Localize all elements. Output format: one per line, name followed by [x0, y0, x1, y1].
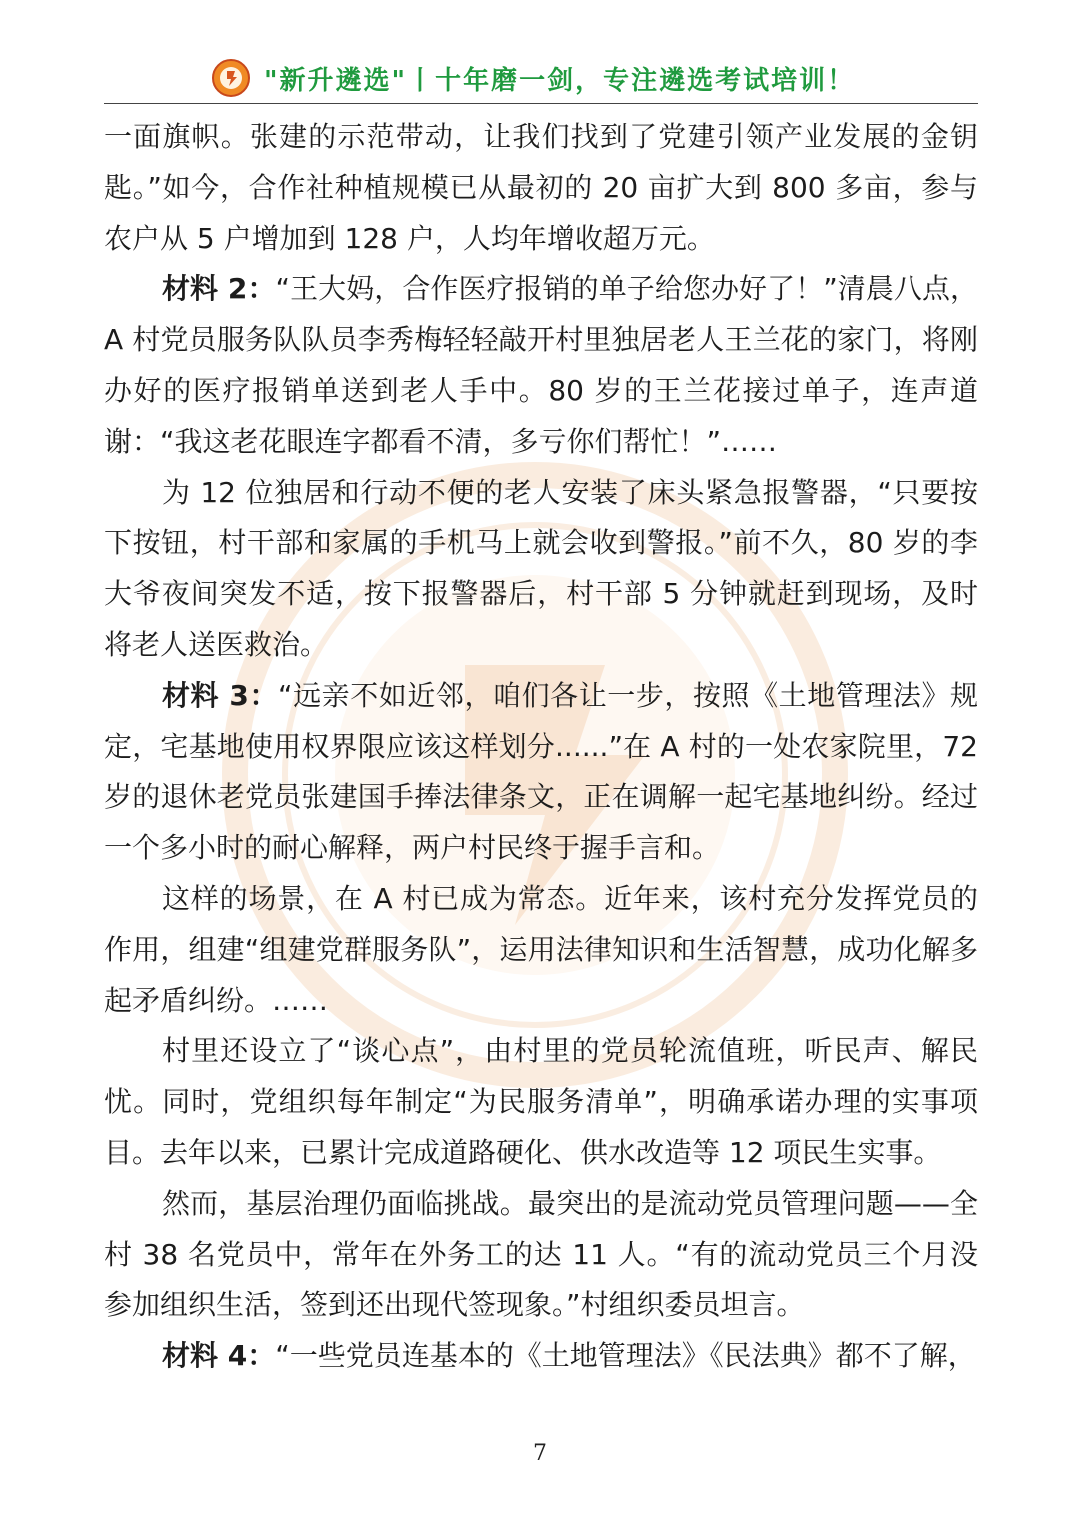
- paragraph-1: [104, 112, 978, 264]
- page-header: [212, 58, 855, 98]
- paragraph-5: [104, 874, 978, 1026]
- paragraph-text: “王大妈，合作医疗报销的单子给您办好了！”清晨八点，A 村党员服务队队员李秀梅轻轻敲开村里独居老人王兰花的家门，将刚办好的医疗报销单送到老人手中。80 岁的王兰花接过单子，连声道谢：“我这老花眼连字都看不清，多亏你们帮忙！”……: [104, 272, 979, 458]
- document-body: [104, 112, 978, 1382]
- paragraph-text: 村里还设立了“谈心点”，由村里的党员轮流值班，听民声、解民忧。同时，党组织每年制定“为民服务清单”，明确承诺办理的实事项目。去年以来，已累计完成道路硬化、供水改造等 12 项民生实事。: [104, 1034, 978, 1169]
- page-number: 7: [533, 1441, 547, 1466]
- school-seal-icon: [212, 59, 250, 97]
- paragraph-6: [104, 1026, 978, 1178]
- paragraph-text: “远亲不如近邻，咱们各让一步，按照《土地管理法》规定，宅基地使用权界限应该这样划分......”在 A 村的一处农家院里，72 岁的退休老党员张建国手捧法律条文，正在调解一起宅基地纠纷。经过一个多小时的耐心解释，两户村民终于握手言和。: [104, 678, 979, 865]
- header-slogan: "新升遴选"丨十年磨一剑，专注遴选考试培训！: [264, 65, 856, 96]
- paragraph-7: [104, 1179, 978, 1331]
- paragraph-text: “一些党员连基本的《土地管理法》《民法典》都不了解，: [275, 1339, 976, 1373]
- paragraph-text: 这样的场景，在 A 村已成为常态。近年来，该村充分发挥党员的作用，组建“组建党群服务队”，运用法律知识和生活智慧，成功化解多起矛盾纠纷。……: [104, 881, 978, 1017]
- material-label: 材料 4：: [162, 1339, 276, 1373]
- paragraph-material-3: [104, 671, 978, 874]
- material-label: 材料 2：: [162, 272, 276, 306]
- paragraph-text: 为 12 位独居和行动不便的老人安装了床头紧急报警器，“只要按下按钮，村干部和家属的手机马上就会收到警报。”前不久，80 岁的李大爷夜间突发不适，按下报警器后，村干部 5 分钟就赶到现场，及时将老人送医救治。: [104, 475, 978, 661]
- paragraph-text: 一面旗帜。张建的示范带动，让我们找到了党建引领产业发展的金钥匙。”如今，合作社种植规模已从最初的 20 亩扩大到 800 多亩，参与农户从 5 户增加到 128 户，人均年增收超万元。: [104, 120, 978, 255]
- paragraph-material-4: [104, 1331, 978, 1382]
- header-divider: [104, 103, 978, 104]
- paragraph-3: [104, 468, 978, 671]
- material-label: 材料 3：: [162, 678, 279, 712]
- paragraph-text: 然而，基层治理仍面临挑战。最突出的是流动党员管理问题——全村 38 名党员中，常年在外务工的达 11 人。“有的流动党员三个月没参加组织生活，签到还出现代签现象。”村组织委员坦言。: [104, 1186, 978, 1322]
- paragraph-material-2: [104, 264, 978, 467]
